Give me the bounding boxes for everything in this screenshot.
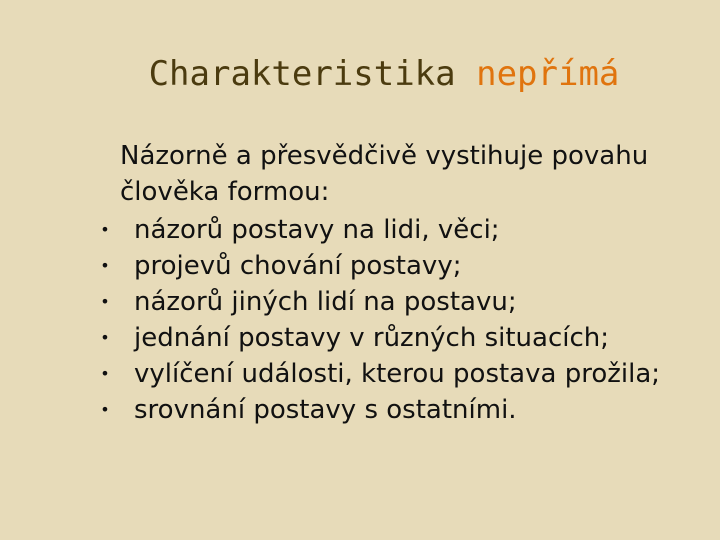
bullet-dot-icon: •: [100, 256, 110, 275]
title-word-charakteristika: Charakteristika: [148, 54, 456, 94]
bullet-dot-icon: •: [100, 400, 110, 419]
bullet-item: [100, 284, 700, 320]
bullet-text: srovnání postavy s ostatními.: [134, 395, 517, 425]
bullet-text: jednání postavy v různých situacích;: [134, 323, 610, 353]
bullet-item: [100, 356, 700, 392]
bullet-item: [100, 320, 700, 356]
slide-title: [0, 50, 720, 98]
bullet-dot-icon: •: [100, 364, 110, 383]
title-word-neprima: nepřímá: [476, 54, 620, 94]
bullet-dot-icon: •: [100, 328, 110, 347]
bullet-text: vylíčení události, kterou postava prožila;: [134, 359, 661, 389]
bullet-text: názorů jiných lidí na postavu;: [134, 287, 517, 317]
bullet-item: [100, 392, 700, 428]
intro-text: Názorně a přesvědčivě vystihuje povahu člověka formou:: [120, 141, 649, 207]
bullet-text: projevů chování postavy;: [134, 251, 462, 281]
bullet-item: [100, 248, 700, 284]
bullet-dot-icon: •: [100, 292, 110, 311]
bullet-item: [100, 212, 700, 248]
bullet-list: [100, 212, 700, 428]
bullet-dot-icon: •: [100, 220, 110, 239]
bullet-text: názorů postavy na lidi, věci;: [134, 215, 500, 245]
